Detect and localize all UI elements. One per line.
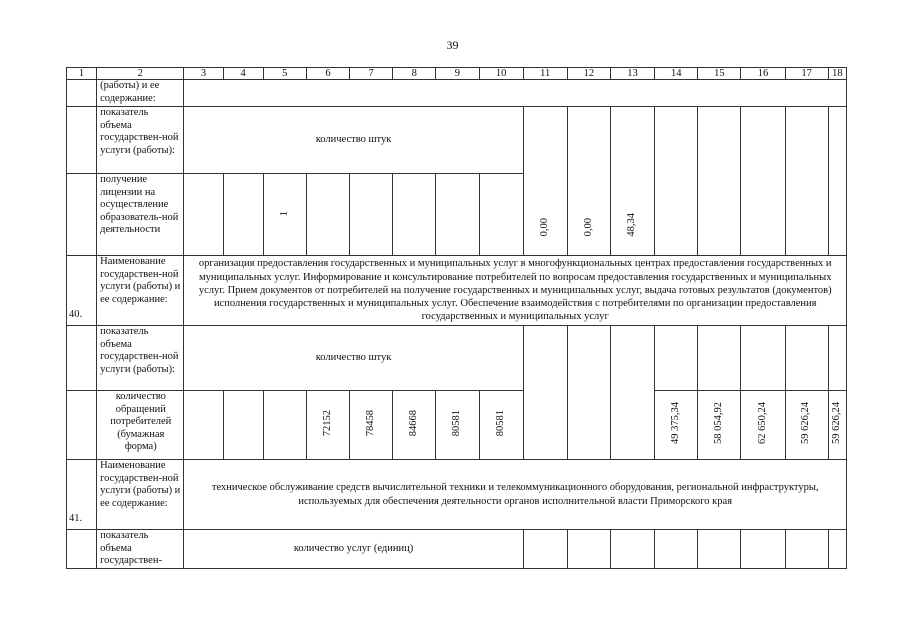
value-cell [698, 326, 741, 391]
indicator-name: получение лицензии на осуществление образователь-ной деятельности [97, 174, 184, 256]
value-cell [523, 530, 567, 569]
header-cell: 3 [184, 68, 223, 80]
value-cell [828, 107, 846, 256]
value-cell: 58 054,92 [698, 391, 741, 460]
services-table [66, 67, 847, 569]
value-cell [523, 326, 567, 460]
header-cell: 11 [523, 68, 567, 80]
value-cell [350, 174, 393, 256]
header-cell: 9 [436, 68, 479, 80]
table-row [67, 326, 847, 391]
indicator-label: показатель объема государствен-ной услуги (работы): [97, 326, 184, 391]
value-cell [785, 530, 828, 569]
unit-label: количество услуг (единиц) [184, 530, 523, 569]
table-header-row [67, 68, 847, 80]
value-cell [223, 174, 263, 256]
header-cell: 15 [698, 68, 741, 80]
value-cell [610, 326, 654, 460]
value-cell [785, 107, 828, 256]
table-row [67, 256, 847, 326]
value-cell: 72152 [306, 391, 349, 460]
value-cell [741, 326, 785, 391]
header-cell: 12 [567, 68, 610, 80]
value-cell [655, 107, 698, 256]
value-cell [741, 530, 785, 569]
value-cell: 62 650,24 [741, 391, 785, 460]
value-cell [523, 107, 567, 256]
service-description: организация предоставления государственных и муниципальных услуг в многофункциональных центрах предоставления государственных и муниципальных услуг. Информирование и консультирование потребителей по вопросам предоставления государственных и муниципальных услуг. Прием документов от потребителей на получение государственных и муниципальных услуг, выдача готовых результатов (документов) исполнения государственных и муниципальных услуг. Обеспечение взаимодействия с потребителями по организации предоставления государственных и муниципальных услуг [184, 256, 847, 326]
value-text: 0,00 [582, 218, 594, 237]
value-cell: 80581 [436, 391, 479, 460]
indicator-label: показатель объема государствен- [97, 530, 184, 569]
header-cell: 16 [741, 68, 785, 80]
value-cell: 78458 [350, 391, 393, 460]
value-cell [184, 391, 223, 460]
value-cell [828, 530, 846, 569]
value-cell [567, 107, 610, 256]
row-number-cell: 40. [67, 256, 97, 326]
header-cell: 17 [785, 68, 828, 80]
value-cell [567, 326, 610, 460]
header-cell: 5 [263, 68, 306, 80]
value-cell: 84668 [393, 391, 436, 460]
table-row [67, 530, 847, 569]
unit-label: количество штук [184, 326, 523, 391]
indicator-label: показатель объема государствен-ной услуги (работы): [97, 107, 184, 174]
row-number-cell: 41. [67, 460, 97, 530]
value-cell [184, 174, 223, 256]
table-row [67, 107, 847, 174]
value-cell: 59 626,24 [828, 391, 846, 460]
header-cell: 14 [655, 68, 698, 80]
value-cell [610, 107, 654, 256]
value-cell [698, 530, 741, 569]
value-cell [698, 107, 741, 256]
value-cell [393, 174, 436, 256]
header-cell: 7 [350, 68, 393, 80]
header-cell: 13 [610, 68, 654, 80]
service-label: (работы) и ее содержание: [97, 80, 184, 107]
value-cell: 1 [263, 174, 306, 256]
header-cell: 18 [828, 68, 846, 80]
header-cell: 6 [306, 68, 349, 80]
page-number: 39 [446, 38, 459, 52]
service-label: Наименование государствен-ной услуги (работы) и ее содержание: [97, 460, 184, 530]
value-cell: 49 375,34 [655, 391, 698, 460]
table-row [67, 80, 847, 107]
value-cell [741, 107, 785, 256]
value-text: 0,00 [538, 218, 550, 237]
value-cell [655, 326, 698, 391]
value-cell: 59 626,24 [785, 391, 828, 460]
value-cell: 80581 [479, 391, 523, 460]
header-cell: 1 [67, 68, 97, 80]
row-number-cell [67, 107, 97, 174]
service-description: техническое обслуживание средств вычислительной техники и телекоммуникационного оборудования, региональной инфраструктуры, используемых для обеспечения деятельности органов исполнительной власти Приморского края [184, 460, 847, 530]
header-cell: 10 [479, 68, 523, 80]
value-cell [785, 326, 828, 391]
value-cell [436, 174, 479, 256]
value-cell [479, 174, 523, 256]
service-description [184, 80, 847, 107]
value-text: 48,34 [626, 212, 638, 237]
value-cell [223, 391, 263, 460]
header-cell: 4 [223, 68, 263, 80]
row-number-cell [67, 80, 97, 107]
header-cell: 2 [97, 68, 184, 80]
value-cell [610, 530, 654, 569]
header-cell: 8 [393, 68, 436, 80]
row-number-cell [67, 530, 97, 569]
row-number-cell [67, 174, 97, 256]
value-cell [567, 530, 610, 569]
value-cell [263, 391, 306, 460]
value-cell [306, 174, 349, 256]
row-number-cell [67, 391, 97, 460]
row-number-cell [67, 326, 97, 391]
indicator-name: количество обращений потребителей (бумажная форма) [97, 391, 184, 460]
unit-label: количество штук [184, 107, 523, 174]
table-row [67, 391, 847, 460]
table-row [67, 460, 847, 530]
value-cell [828, 326, 846, 391]
value-cell [655, 530, 698, 569]
service-label: Наименование государствен-ной услуги (работы) и ее содержание: [97, 256, 184, 326]
